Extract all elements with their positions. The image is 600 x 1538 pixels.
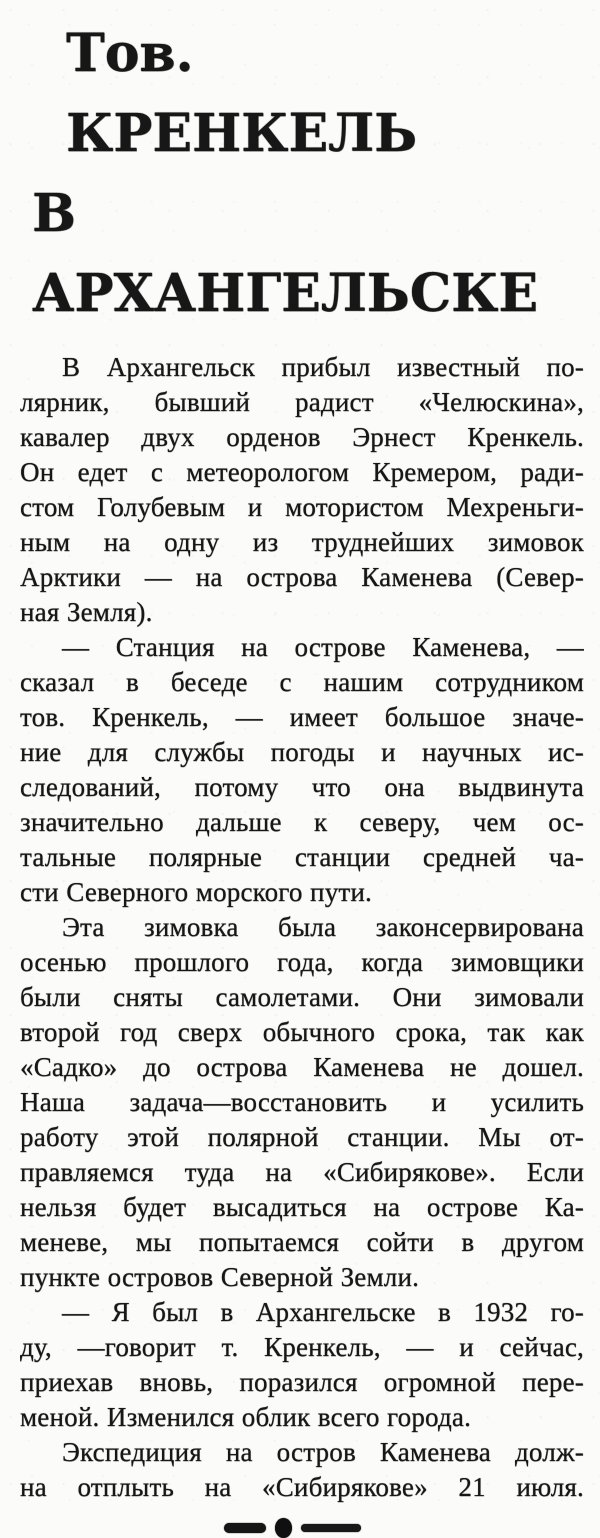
headline-line-1: Тов. КРЕНКЕЛЬ	[66, 23, 417, 164]
text-line: нельзя будет высадиться на острове Ка-	[20, 1192, 584, 1222]
text-line: тов. Кренкель, — имеет большое значе-	[20, 702, 584, 732]
text-line: — Я был в Архангельске в 1932 го-	[62, 1297, 584, 1327]
paragraph-4	[20, 1295, 584, 1435]
paragraph-1	[20, 350, 584, 630]
headline	[0, 14, 600, 334]
text-line: пункте островов Северной Земли.	[20, 1262, 420, 1292]
end-divider	[0, 1518, 592, 1538]
text-line: тальные полярные станции средней ча-	[20, 842, 584, 872]
text-line: — Станция на острове Каменева, —	[62, 632, 584, 662]
text-line: меневе, мы попытаемся сойти в другом	[20, 1227, 584, 1257]
text-line: ду, —говорит т. Кренкель, — и сейчас,	[20, 1332, 584, 1362]
paragraph-3	[20, 910, 584, 1295]
dot-icon	[275, 1518, 292, 1538]
paragraph-2	[20, 630, 584, 910]
text-line: следований, потому что она выдвинута	[20, 772, 584, 802]
text-line: Он едет с метеорологом Кремером, ради-	[20, 457, 584, 487]
text-line: приехав вновь, поразился огромной пере-	[20, 1367, 584, 1397]
text-line: сти Северного морского пути.	[20, 877, 372, 907]
text-line: Наша задача—восстановить и усилить	[20, 1087, 584, 1117]
text-line: на отплыть на «Сибирякове» 21 июля.	[20, 1472, 584, 1502]
text-line: сказал в беседе с нашим сотрудником	[20, 667, 584, 697]
text-line: меной. Изменился облик всего города.	[20, 1402, 472, 1432]
text-line: второй год сверх обычного срока, так как	[20, 1017, 584, 1047]
text-line: правляемся туда на «Сибирякове». Если	[20, 1157, 584, 1187]
text-line: Арктики — на острова Каменева (Север-	[20, 562, 584, 592]
text-line: ная Земля).	[20, 597, 153, 627]
text-line: В Архангельск прибыл известный по-	[62, 352, 584, 382]
short-dash-icon	[224, 1523, 266, 1533]
article-body	[0, 334, 600, 1505]
text-line: Эта зимовка была законсервирована	[62, 912, 584, 942]
newspaper-page	[0, 14, 600, 1502]
text-line: «Садко» до острова Каменева не дошел.	[20, 1052, 584, 1082]
text-line: Экспедиция на остров Каменева долж-	[62, 1437, 584, 1467]
headline-line-2: В АРХАНГЕЛЬСКЕ	[32, 183, 539, 324]
long-dash-icon	[301, 1524, 361, 1532]
text-line: были сняты самолетами. Они зимовали	[20, 982, 584, 1012]
text-line: работу этой полярной станции. Мы от-	[20, 1122, 584, 1152]
paragraph-5	[20, 1435, 584, 1505]
text-line: значительно дальше к северу, чем ос-	[20, 807, 584, 837]
text-line: кавалер двух орденов Эрнест Кренкель.	[20, 422, 584, 452]
text-line: осенью прошлого года, когда зимовщики	[20, 947, 584, 977]
text-line: ным на одну из труднейших зимовок	[20, 527, 584, 557]
text-line: ние для службы погоды и научных ис-	[20, 737, 584, 767]
text-line: стом Голубевым и мотористом Мехреньги-	[20, 492, 584, 522]
text-line: лярник, бывший радист «Челюскина»,	[20, 387, 584, 417]
